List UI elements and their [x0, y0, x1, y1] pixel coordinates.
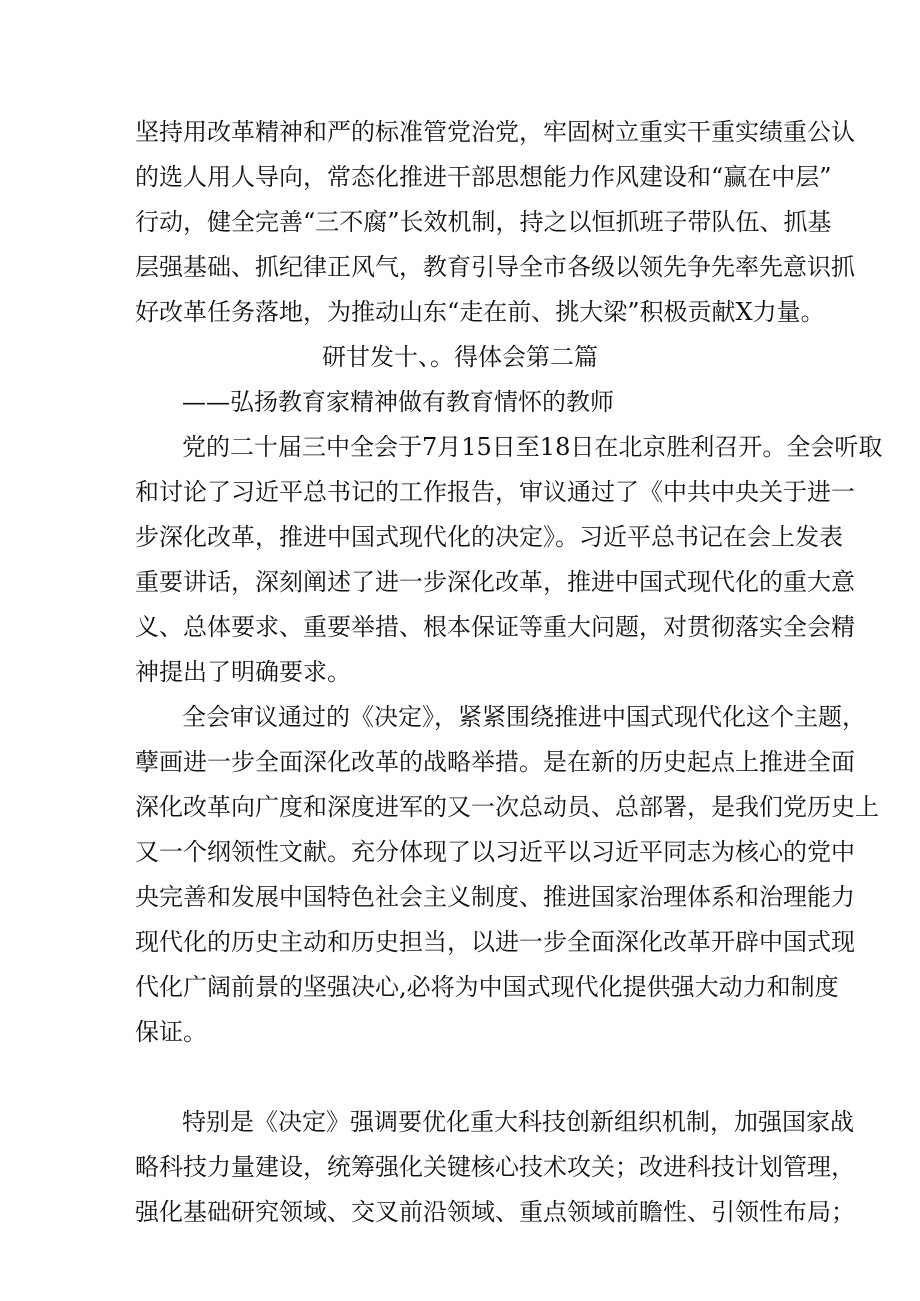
text-line: 层强基础、抓纪律正风气，教育引导全市各级以领先争先率先意识抓 [135, 253, 855, 281]
text-line: 全会审议通过的《决定》，紧紧围绕推进中国式现代化这个主题， [182, 703, 866, 731]
text-line: 神提出了明确要求。 [135, 658, 351, 686]
text-line: 深化改革向广度和深度进军的又一次总动员、总部署，是我们党历史上 [135, 793, 879, 821]
text-line: 好改革任务落地，为推动山东“走在前、挑大梁”积极贡献X力量。 [135, 298, 825, 326]
text-line: 坚持用改革精神和严的标准管党治党，牢固树立重实干重实绩重公认 [135, 118, 855, 146]
text-line: 和讨论了习近平总书记的工作报告，审议通过了《中共中央关于进一 [135, 478, 855, 506]
text-line: 代化广阔前景的坚强决心,必将为中国式现代化提供强大动力和制度 [135, 973, 839, 1001]
text-line: 又一个纲领性文献。充分体现了以习近平以习近平同志为核心的党中 [135, 838, 855, 866]
text-line: 重要讲话，深刻阐述了进一步深化改革，推进中国式现代化的重大意 [135, 568, 855, 596]
text-line: 党的二十届三中全会于7月15日至18日在北京胜利召开。全会听取 [182, 433, 883, 461]
text-line: 义、总体要求、重要举措、根本保证等重大问题，对贯彻落实全会精 [135, 613, 855, 641]
text-line: 的选人用人导向，常态化推进干部思想能力作风建设和“赢在中层” [135, 163, 832, 191]
section-title: 研甘发十、。得体会第二篇 [322, 343, 598, 371]
text-line: 步深化改革，推进中国式现代化的决定》。习近平总书记在会上发表 [135, 523, 843, 551]
text-line: 现代化的历史主动和历史担当，以进一步全面深化改革开辟中国式现 [135, 928, 855, 956]
text-line: 孽画进一步全面深化改革的战略举措。是在新的历史起点上推进全面 [135, 748, 855, 776]
text-line: 央完善和发展中国特色社会主义制度、推进国家治理体系和治理能力 [135, 883, 855, 911]
section-subtitle: ——弘扬教育家精神做有教育情怀的教师 [182, 388, 614, 416]
text-line: 保证。 [135, 1018, 207, 1046]
text-line: 略科技力量建设，统筹强化关键核心技术攻关；改进科技计划管理， [135, 1153, 855, 1181]
text-line: 特别是《决定》强调要优化重大科技创新组织机制，加强国家战 [182, 1108, 854, 1136]
text-line: 行动，健全完善“三不腐”长效机制，持之以恒抓班子带队伍、抓基 [135, 208, 832, 236]
text-line: 强化基础研究领域、交叉前沿领域、重点领域前瞻性、引领性布局； [135, 1198, 855, 1226]
